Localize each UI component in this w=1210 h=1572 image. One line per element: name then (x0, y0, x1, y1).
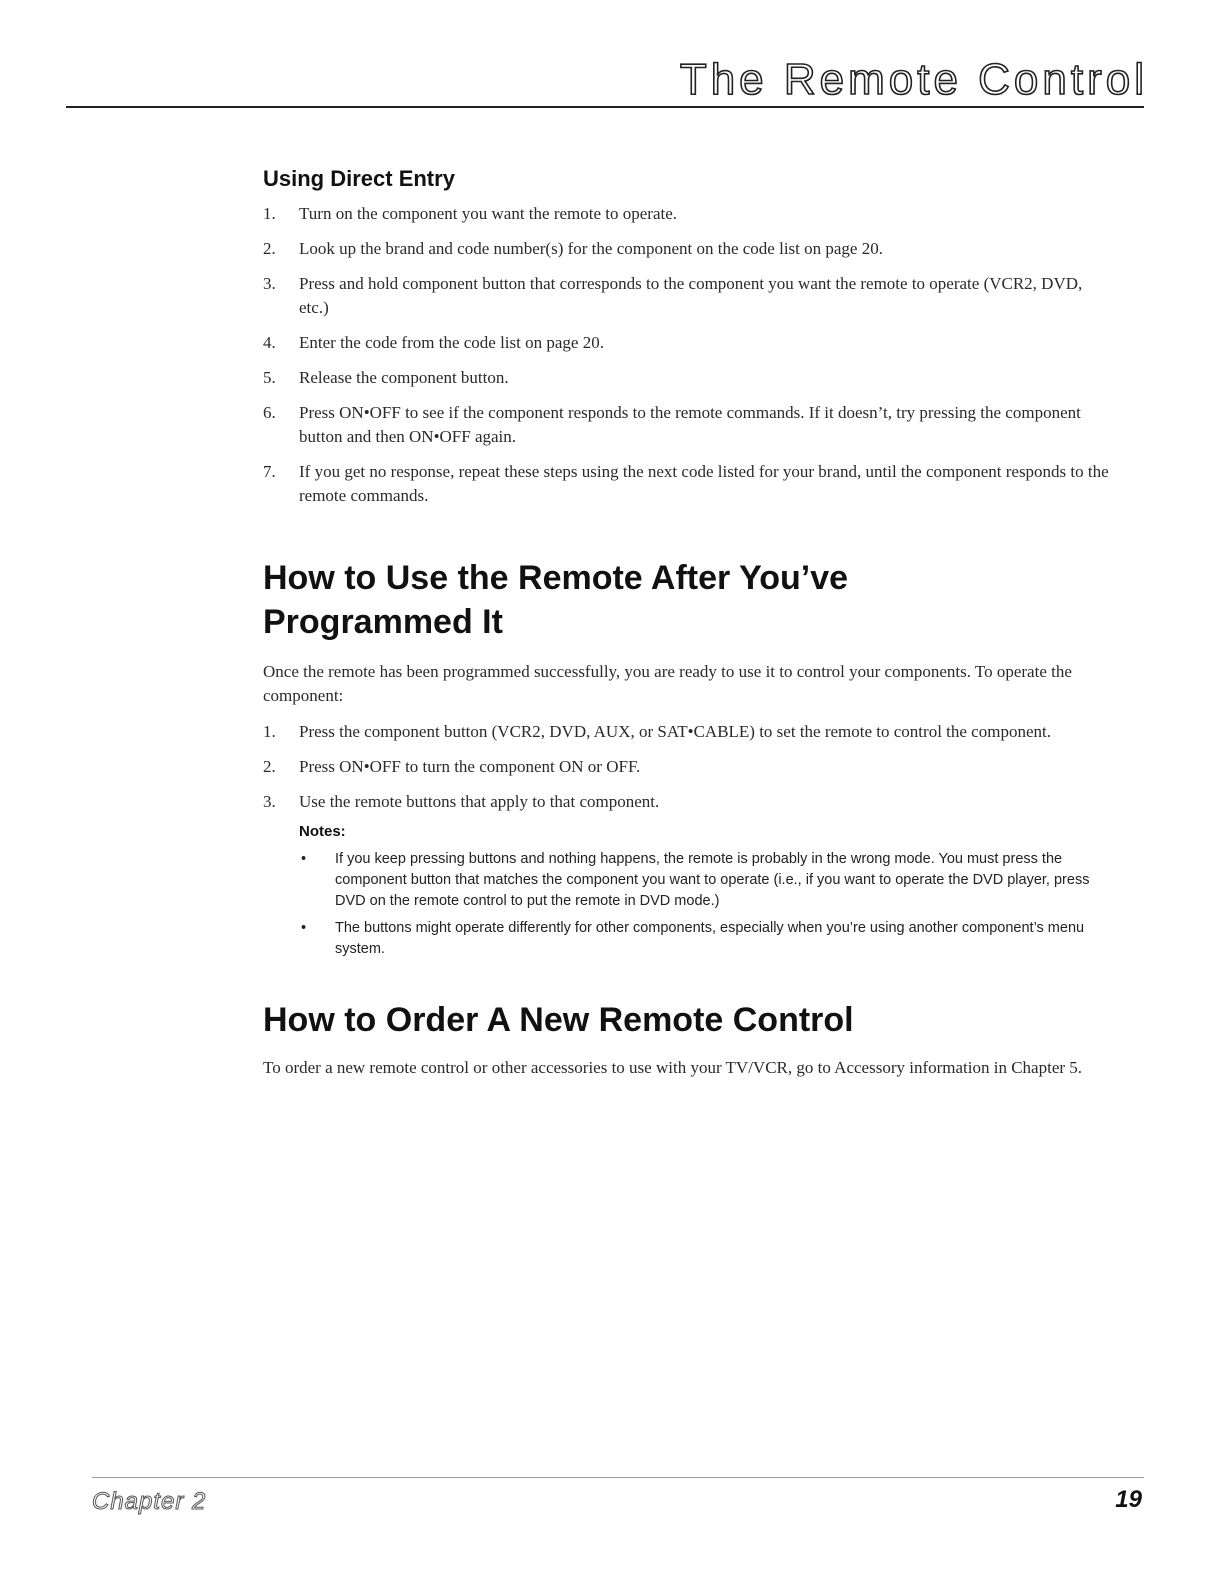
direct-entry-steps (263, 202, 1113, 508)
step-number: 5. (263, 368, 276, 387)
step-item (263, 202, 1113, 226)
step-text: Press ON•OFF to see if the component responds to the remote commands. If it doesn’t, try pressing the component button and then ON•OFF again. (299, 403, 1081, 446)
step-number: 3. (263, 274, 276, 293)
note-item (299, 849, 1113, 912)
note-text: The buttons might operate differently for other components, especially when you’re using another component’s menu system. (335, 920, 1085, 957)
step-number: 7. (263, 462, 276, 481)
chapter-label: Chapter 2 (92, 1488, 207, 1515)
order-remote-section (263, 998, 1113, 1080)
step-number: 2. (263, 757, 276, 776)
footer-rule (92, 1477, 1144, 1478)
step-item (263, 460, 1113, 508)
step-text: Look up the brand and code number(s) for the component on the code list on page 20. (299, 239, 883, 258)
note-item (299, 918, 1113, 960)
bullet-icon: • (301, 920, 307, 936)
page-content (263, 166, 1113, 1092)
step-text: Press and hold component button that corresponds to the component you want the remote to operate (VCR2, DVD, etc.) (299, 274, 1083, 317)
direct-entry-section (263, 166, 1113, 508)
bullet-icon: • (301, 851, 307, 867)
notes-block (299, 823, 1113, 960)
header-rule (66, 106, 1144, 108)
use-remote-heading: How to Use the Remote After You’ve Programmed It (263, 559, 849, 641)
notes-label: Notes: (299, 823, 346, 840)
step-number: 1. (263, 722, 276, 741)
direct-entry-heading: Using Direct Entry (263, 166, 455, 191)
step-text: Use the remote buttons that apply to that component. (299, 792, 660, 811)
order-remote-heading: How to Order A New Remote Control (263, 1001, 854, 1039)
step-number: 2. (263, 239, 276, 258)
step-item (263, 331, 1113, 355)
use-remote-steps (263, 720, 1113, 814)
step-text: Turn on the component you want the remote to operate. (299, 204, 678, 223)
step-item (263, 401, 1113, 449)
note-text: If you keep pressing buttons and nothing happens, the remote is probably in the wrong mode. You must press the component button that matches the component you want to operate (i.e., if you want to operate the DVD player, press DVD on the remote control to put the remote in DVD mode.) (335, 851, 1090, 909)
step-text: Enter the code from the code list on page 20. (299, 333, 604, 352)
step-item (263, 720, 1113, 744)
step-item (263, 755, 1113, 779)
notes-list (299, 849, 1113, 960)
step-item (263, 366, 1113, 390)
use-remote-intro: Once the remote has been programmed successfully, you are ready to use it to control your components. To operate the component: (263, 662, 1072, 705)
step-text: If you get no response, repeat these steps using the next code listed for your brand, until the component responds to the remote commands. (299, 462, 1109, 505)
step-number: 1. (263, 204, 276, 223)
running-head-title: The Remote Control (679, 55, 1148, 104)
step-item (263, 272, 1113, 320)
step-item (263, 790, 1113, 814)
page-number: 19 (1115, 1486, 1142, 1513)
step-text: Release the component button. (299, 368, 509, 387)
step-text: Press ON•OFF to turn the component ON or OFF. (299, 757, 641, 776)
step-text: Press the component button (VCR2, DVD, AUX, or SAT•CABLE) to set the remote to control the component. (299, 722, 1051, 741)
step-number: 4. (263, 333, 276, 352)
order-remote-text: To order a new remote control or other accessories to use with your TV/VCR, go to Accessory information in Chapter 5. (263, 1058, 1083, 1077)
use-remote-section (263, 556, 1113, 960)
step-number: 3. (263, 792, 276, 811)
step-number: 6. (263, 403, 276, 422)
step-item (263, 237, 1113, 261)
